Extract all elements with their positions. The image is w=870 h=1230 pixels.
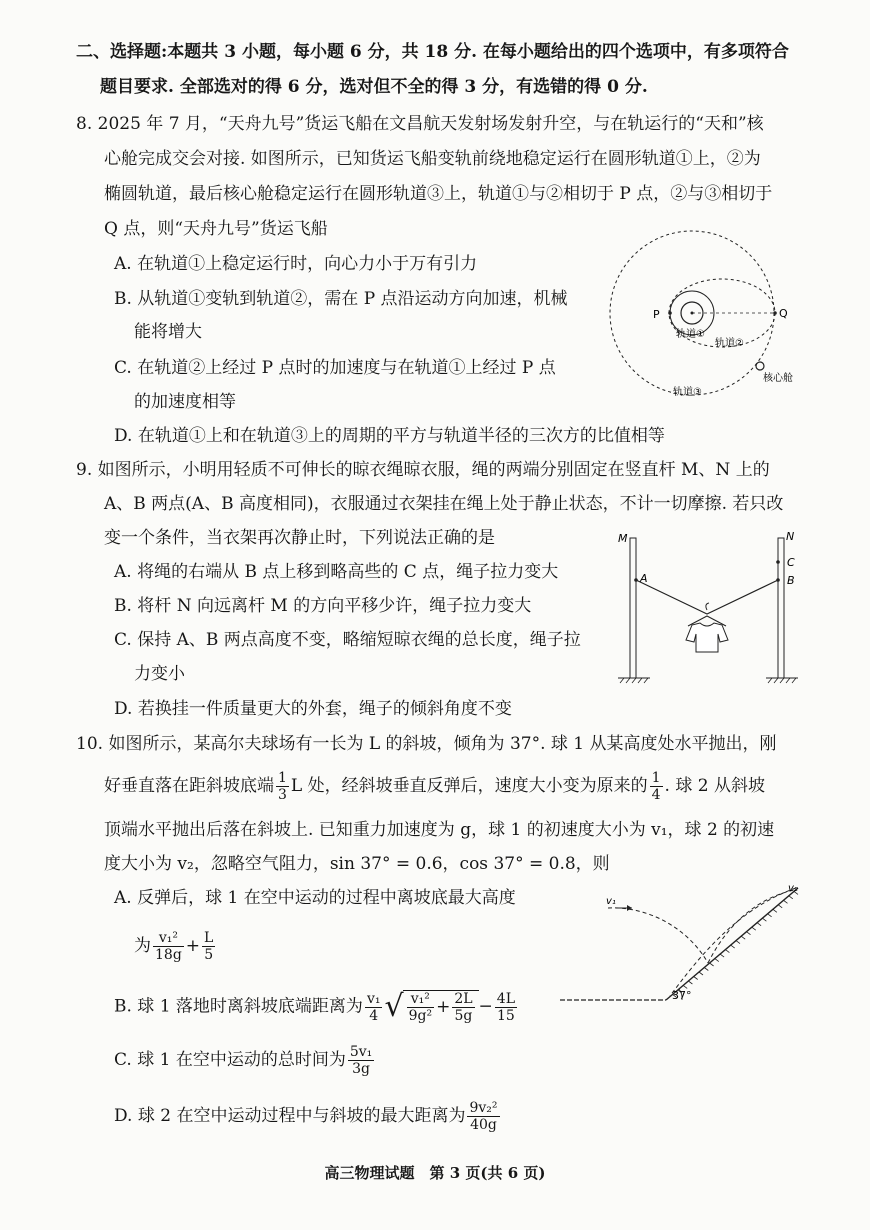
q9-stem-line2: A、B 两点(A、B 高度相同)，衣服通过衣架挂在绳上处于静止状态，不计一切摩擦. 若只改 <box>104 494 784 514</box>
plus-sign: + <box>436 997 451 1017</box>
q8-stem-line2: 心舱完成交会对接. 如图所示，已知货运飞船变轨前绕地稳定运行在圆形轨道①上，②为 <box>104 149 761 169</box>
q8-option-b-line1: B. 从轨道①变轨到轨道②，需在 P 点沿运动方向加速，机械 <box>114 289 568 309</box>
frac-numerator: 1 <box>651 770 661 786</box>
label-p: P <box>653 308 660 321</box>
ground-hatch-right <box>768 678 796 683</box>
frac-numerator: 5v₁ <box>349 1044 373 1060</box>
v1-arrow-head <box>627 905 632 911</box>
fraction-5v1-3g <box>348 1044 374 1077</box>
minus-sign: − <box>478 996 493 1017</box>
q10-stem-line3: 顶端水平抛出后落在斜坡上. 已知重力加速度为 g，球 1 的初速度大小为 v₁，球 2 的初速 <box>104 820 775 840</box>
fraction-v1sq-9gsq <box>407 991 434 1024</box>
q10-option-a-line1: A. 反弹后，球 1 在空中运动的过程中离坡底最大高度 <box>114 888 516 908</box>
q9-option-b: B. 将杆 N 向远离杆 M 的方向平移少许，绳子拉力变大 <box>114 596 532 616</box>
fraction-9v2sq-40g <box>467 1100 499 1133</box>
q8-stem-line1: 8. 2025 年 7 月，“天舟九号”货运飞船在文昌航天发射场发射升空，与在轨运行的“天和”核 <box>76 114 764 134</box>
q9-option-a: A. 将绳的右端从 B 点上移到略高些的 C 点，绳子拉力变大 <box>114 562 559 582</box>
q10-option-c <box>114 1044 376 1077</box>
q10-option-d-text: D. 球 2 在空中运动过程中与斜坡的最大距离为 <box>114 1106 466 1126</box>
q10-option-b-text: B. 球 1 落地时离斜坡底端距离为 <box>114 996 363 1017</box>
fraction-one-third <box>276 770 289 803</box>
station-icon <box>756 362 764 370</box>
frac-denominator: 4 <box>369 1007 379 1024</box>
q8-option-b-line2: 能将增大 <box>134 322 202 342</box>
q8-option-d: D. 在轨道①上和在轨道③上的周期的平方与轨道半径的三次方的比值相等 <box>114 426 665 446</box>
label-orbit-3: 轨道③ <box>673 387 702 398</box>
frac-numerator: 4L <box>496 990 516 1007</box>
frac-numerator: L <box>204 930 214 946</box>
q10-stem-line4: 度大小为 v₂，忽略空气阻力，sin 37° = 0.6，cos 37° = 0.8，则 <box>104 854 610 874</box>
label-m: M <box>618 532 628 545</box>
frac-numerator: v₁ <box>366 990 381 1007</box>
frac-denominator: 5g <box>454 1008 473 1024</box>
point-c <box>776 560 780 564</box>
fraction-v1-4 <box>365 991 383 1024</box>
section-title-line2: 题目要求. 全部选对的得 6 分，选对但不全的得 3 分，有选错的得 0 分. <box>100 77 648 97</box>
label-b: B <box>787 574 795 587</box>
q10-stem-line2-part2: L 处，经斜坡垂直反弹后，速度大小变为原来的 <box>290 776 648 796</box>
q10-slope-diagram <box>558 878 808 1008</box>
q9-option-c-line2: 力变小 <box>134 664 185 684</box>
slope-hatch <box>673 891 798 997</box>
q8-stem-line3: 椭圆轨道，最后核心舱稳定运行在圆形轨道③上，轨道①与②相切于 P 点，②与③相切于 <box>104 184 773 204</box>
label-angle: 37° <box>672 989 692 1002</box>
shirt-icon <box>686 623 728 652</box>
label-orbit-1: 轨道① <box>676 329 705 340</box>
q9-stem-line3: 变一个条件，当衣架再次静止时，下列说法正确的是 <box>104 528 495 548</box>
q10-stem-line2 <box>104 770 765 803</box>
frac-numerator: v₁² <box>407 991 434 1008</box>
ball-1-trajectory <box>608 908 708 963</box>
fraction-v1sq-18g <box>153 930 184 963</box>
label-a: A <box>640 572 648 585</box>
q8-stem-line4: Q 点，则“天舟九号”货运飞船 <box>104 219 328 239</box>
q8-orbit-diagram <box>600 230 800 420</box>
q10-option-b <box>114 990 519 1024</box>
frac-denominator: 3g <box>352 1061 370 1077</box>
q8-option-c-line2: 的加速度相等 <box>134 392 236 412</box>
radical-sign: √ <box>384 989 404 1024</box>
label-station: 核心舱 <box>763 373 793 384</box>
ball-1-rebound-trajectory <box>708 890 794 963</box>
section-title-line1: 二、选择题:本题共 3 小题，每小题 6 分，共 18 分. 在每小题给出的四个选项中，有多项符合 <box>76 42 789 62</box>
q10-option-c-text: C. 球 1 在空中运动的总时间为 <box>114 1050 346 1070</box>
fraction-2l-5g <box>452 991 474 1024</box>
fraction-l-5 <box>202 930 215 963</box>
q9-option-c-line1: C. 保持 A、B 两点高度不变，略缩短晾衣绳的总长度，绳子拉 <box>114 630 581 650</box>
frac-denominator: 4 <box>651 787 661 803</box>
pole-m <box>630 538 636 678</box>
q8-option-c-line1: C. 在轨道②上经过 P 点时的加速度与在轨道①上经过 P 点 <box>114 358 556 378</box>
ground-hatch-left <box>620 678 648 683</box>
point-p-dot <box>668 311 672 315</box>
fraction-4l-15 <box>495 991 517 1024</box>
q10-option-a-line2 <box>134 930 217 963</box>
plus-sign: + <box>185 936 201 956</box>
frac-denominator: 40g <box>470 1117 497 1133</box>
label-n: N <box>786 530 795 543</box>
frac-numerator: 2L <box>454 991 473 1007</box>
q10-option-a-prefix: 为 <box>134 936 151 956</box>
label-v2: v₂ <box>788 883 798 894</box>
fraction-one-quarter <box>650 770 663 803</box>
q8-option-a: A. 在轨道①上稳定运行时，向心力小于万有引力 <box>114 254 478 274</box>
radicand <box>403 990 479 1024</box>
label-v1: v₁ <box>606 896 616 907</box>
frac-denominator: 5 <box>204 947 214 963</box>
frac-numerator: 9v₂² <box>469 1100 498 1116</box>
q10-option-d <box>114 1100 502 1133</box>
q10-stem-line1: 10. 如图所示，某高尔夫球场有一长为 L 的斜坡，倾角为 37°. 球 1 从某高度处水平抛出，刚 <box>76 734 777 754</box>
pole-n <box>778 538 784 678</box>
q9-stem-line1: 9. 如图所示，小明用轻质不可伸长的晾衣绳晾衣服，绳的两端分别固定在竖直杆 M、N 上的 <box>76 460 770 480</box>
frac-denominator: 3 <box>278 787 287 803</box>
frac-denominator: 18g <box>155 947 182 963</box>
q10-stem-line2-part1: 好垂直落在距斜坡底端 <box>104 776 274 796</box>
frac-numerator: v₁² <box>153 930 184 947</box>
frac-denominator: 9g² <box>408 1008 433 1024</box>
page-footer: 高三物理试题 第 3 页(共 6 页) <box>324 1164 546 1182</box>
q9-clothesline-diagram <box>610 528 810 688</box>
frac-numerator: 1 <box>278 770 287 786</box>
label-q: Q <box>779 307 788 320</box>
frac-denominator: 15 <box>496 1007 515 1024</box>
q10-stem-line2-part3: . 球 2 从斜坡 <box>664 776 765 796</box>
q9-option-d: D. 若换挂一件质量更大的外套，绳子的倾斜角度不变 <box>114 699 512 719</box>
label-orbit-2: 轨道② <box>715 338 744 349</box>
hanger-hook <box>706 603 709 610</box>
label-c: C <box>787 556 795 569</box>
point-q-dot <box>773 311 777 315</box>
